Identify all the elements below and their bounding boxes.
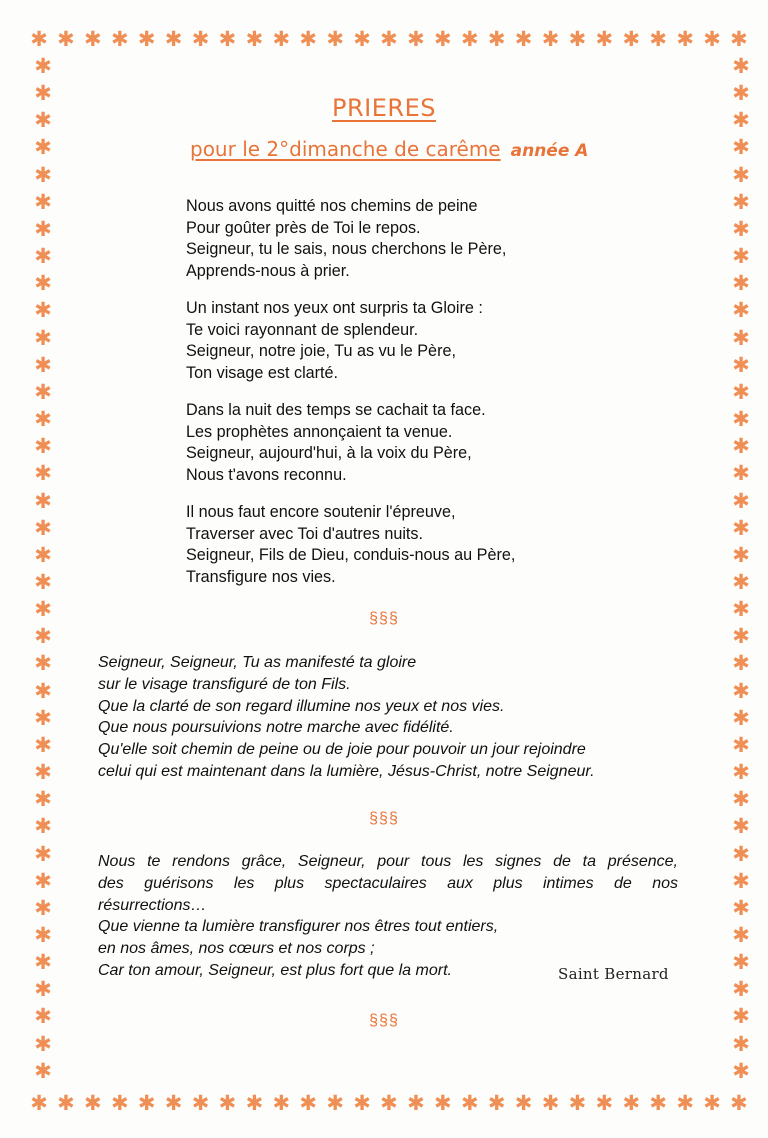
border-star-icon: ✱ (732, 542, 750, 567)
border-star-icon: ✱ (568, 26, 587, 51)
border-star-icon: ✱ (732, 515, 750, 540)
border-star-icon: ✱ (326, 26, 344, 51)
border-star-icon: ✱ (732, 407, 750, 432)
border-star-icon: ✱ (34, 81, 52, 106)
prayer-line: Que vienne ta lumière transfigurer nos êtres tout entiers, (98, 918, 499, 936)
border-star-icon: ✱ (649, 1090, 667, 1115)
border-star-icon: ✱ (34, 515, 52, 540)
border-star-icon: ✱ (732, 352, 750, 377)
border-star-icon: ✱ (326, 1090, 344, 1115)
prayer-1 (98, 652, 678, 783)
prayer-line: Car ton amour, Seigneur, est plus fort que la mort. (98, 961, 452, 979)
border-star-icon: ✱ (732, 977, 750, 1002)
signature: Saint Bernard (558, 965, 669, 983)
poem (186, 196, 626, 604)
border-star-icon: ✱ (34, 868, 52, 893)
border-star-icon: ✱ (191, 1090, 210, 1115)
border-star-icon: ✱ (732, 597, 750, 622)
border-star-icon: ✱ (703, 26, 721, 51)
border-star-icon: ✱ (34, 189, 52, 214)
border-star-icon: ✱ (732, 216, 750, 241)
border-star-icon: ✱ (57, 1090, 75, 1115)
border-star-icon: ✱ (732, 787, 750, 812)
border-star-icon: ✱ (34, 923, 52, 947)
border-star-icon: ✱ (732, 488, 750, 513)
border-star-icon: ✱ (730, 1090, 748, 1115)
border-star-icon: ✱ (34, 54, 52, 78)
border-star-icon: ✱ (218, 1090, 237, 1115)
border-star-icon: ✱ (434, 1090, 452, 1115)
border-star-icon: ✱ (34, 1058, 52, 1083)
border-star-icon: ✱ (732, 379, 750, 404)
border-star-icon: ✱ (732, 189, 750, 214)
border-star-icon: ✱ (34, 488, 52, 513)
poem-line: Apprends-nous à prier. (186, 261, 350, 280)
border-star-icon: ✱ (595, 1090, 614, 1115)
border-star-icon: ✱ (732, 271, 750, 296)
border-star-icon: ✱ (622, 1090, 641, 1115)
border-star-icon: ✱ (380, 1090, 398, 1115)
prayer-line: en nos âmes, nos cœurs et nos corps ; (98, 940, 375, 958)
border-star-icon: ✱ (732, 841, 750, 866)
border-star-icon: ✱ (34, 461, 52, 486)
border-star-icon: ✱ (34, 434, 52, 459)
border-star-icon: ✱ (434, 26, 452, 51)
border-star-icon: ✱ (34, 597, 52, 622)
border-star-icon: ✱ (732, 54, 750, 78)
border-star-icon: ✱ (245, 26, 264, 51)
border-star-icon: ✱ (622, 26, 641, 51)
prayer-line: Que nous poursuivions notre marche avec fidélité. (98, 719, 454, 737)
border-star-icon: ✱ (34, 162, 52, 187)
section-separator: §§§ (369, 810, 399, 827)
border-star-icon: ✱ (732, 135, 750, 160)
border-star-icon: ✱ (732, 81, 750, 106)
border-star-icon: ✱ (676, 1090, 694, 1115)
border-star-icon: ✱ (460, 26, 479, 51)
border-star-icon: ✱ (732, 678, 750, 703)
poem-line: Nous t'avons reconnu. (186, 465, 347, 484)
prayer-line: sur le visage transfiguré de ton Fils. (98, 675, 351, 693)
border-star-icon: ✱ (34, 542, 52, 567)
stanza (186, 502, 626, 588)
poem-line: Seigneur, aujourd'hui, à la voix du Père, (186, 444, 472, 462)
prayer-line: résurrections… (98, 896, 207, 914)
border-star-icon: ✱ (34, 108, 52, 133)
border-star-icon: ✱ (732, 162, 750, 187)
border-star-icon: ✱ (732, 732, 750, 757)
border-star-icon: ✱ (514, 26, 533, 51)
border-star-icon: ✱ (57, 26, 75, 51)
border-star-icon: ✱ (732, 325, 750, 350)
border-star-icon: ✱ (34, 352, 52, 377)
border-star-icon: ✱ (84, 1090, 102, 1115)
border-star-icon: ✱ (732, 298, 750, 323)
border-star-icon: ✱ (353, 26, 371, 51)
border-star-icon: ✱ (353, 1090, 371, 1115)
border-star-icon: ✱ (732, 569, 750, 594)
border-star-icon: ✱ (732, 108, 750, 133)
prayer-line: celui qui est maintenant dans la lumière, Jésus-Christ, notre Seigneur. (98, 762, 595, 780)
poem-line: Les prophètes annonçaient ta venue. (186, 422, 453, 441)
border-star-icon: ✱ (732, 461, 750, 486)
border-star-icon: ✱ (34, 1031, 52, 1056)
border-star-icon: ✱ (649, 26, 667, 51)
border-star-icon: ✱ (732, 895, 750, 920)
border-star-icon: ✱ (191, 26, 210, 51)
border-star-icon: ✱ (34, 244, 52, 269)
border-star-icon: ✱ (732, 1031, 750, 1056)
border-star-icon: ✱ (676, 26, 694, 51)
border-star-icon: ✱ (34, 732, 52, 757)
border-star-icon: ✱ (34, 895, 52, 920)
prayer-2 (98, 851, 678, 982)
border-star-icon: ✱ (218, 26, 237, 51)
section-separator: §§§ (369, 1012, 399, 1029)
border-star-icon: ✱ (34, 216, 52, 241)
poem-line: Te voici rayonnant de splendeur. (186, 320, 419, 339)
border-star-icon: ✱ (34, 325, 52, 350)
border-star-icon: ✱ (34, 760, 52, 785)
border-star-icon: ✱ (380, 26, 398, 51)
border-star-icon: ✱ (732, 434, 750, 459)
border-star-icon: ✱ (703, 1090, 721, 1115)
border-star-icon: ✱ (568, 1090, 587, 1115)
border-star-icon: ✱ (34, 977, 52, 1002)
subtitle-text: pour le 2°dimanche de carême (190, 137, 501, 161)
border-star-icon: ✱ (460, 1090, 479, 1115)
border-star-icon: ✱ (487, 1090, 506, 1115)
border-star-icon: ✱ (272, 26, 291, 51)
border-star-icon: ✱ (595, 26, 614, 51)
border-star-icon: ✱ (34, 678, 52, 703)
stanza (186, 196, 626, 282)
page-title: PRIERES (332, 94, 436, 122)
border-star-icon: ✱ (34, 298, 52, 323)
prayer-line: Que la clarté de son regard illumine nos yeux et nos vies. (98, 697, 505, 715)
border-star-icon: ✱ (732, 868, 750, 893)
poem-line: Pour goûter près de Toi le repos. (186, 218, 421, 237)
border-bottom (28, 1088, 750, 1118)
border-star-icon: ✱ (137, 1090, 156, 1115)
poem-line: Nous avons quitté nos chemins de peine (186, 197, 478, 215)
border-star-icon: ✱ (34, 407, 52, 432)
prayer-line: Seigneur, Seigneur, Tu as manifesté ta gloire (98, 654, 417, 671)
border-star-icon: ✱ (34, 787, 52, 812)
poem-line: Seigneur, tu le sais, nous cherchons le Père, (186, 240, 507, 258)
border-star-icon: ✱ (732, 651, 750, 676)
border-star-icon: ✱ (732, 760, 750, 785)
border-star-icon: ✱ (34, 705, 52, 730)
poem-line: Dans la nuit des temps se cachait ta face. (186, 401, 486, 419)
border-star-icon: ✱ (34, 814, 52, 839)
border-star-icon: ✱ (137, 26, 156, 51)
border-right (726, 56, 756, 1082)
border-star-icon: ✱ (34, 379, 52, 404)
border-star-icon: ✱ (272, 1090, 291, 1115)
section-separator: §§§ (369, 610, 399, 627)
border-star-icon: ✱ (541, 26, 560, 51)
border-star-icon: ✱ (34, 135, 52, 160)
border-star-icon: ✱ (110, 1090, 129, 1115)
border-star-icon: ✱ (732, 1004, 750, 1029)
border-star-icon: ✱ (34, 651, 52, 676)
border-star-icon: ✱ (732, 814, 750, 839)
border-star-icon: ✱ (34, 569, 52, 594)
page-subtitle (190, 137, 588, 161)
border-star-icon: ✱ (407, 26, 425, 51)
border-star-icon: ✱ (164, 1090, 183, 1115)
border-star-icon: ✱ (541, 1090, 560, 1115)
stanza (186, 298, 626, 384)
border-star-icon: ✱ (110, 26, 129, 51)
border-star-icon: ✱ (407, 1090, 425, 1115)
poem-line: Ton visage est clarté. (186, 363, 339, 382)
poem-line: Transfigure nos vies. (186, 567, 336, 586)
border-star-icon: ✱ (732, 244, 750, 269)
border-star-icon: ✱ (487, 26, 506, 51)
border-star-icon: ✱ (299, 26, 318, 51)
border-top (28, 24, 750, 54)
poem-line: Seigneur, notre joie, Tu as vu le Père, (186, 342, 456, 360)
border-star-icon: ✱ (84, 26, 102, 51)
border-star-icon: ✱ (30, 1090, 48, 1115)
border-star-icon: ✱ (732, 624, 750, 649)
poem-line: Un instant nos yeux ont surpris ta Gloire : (186, 299, 483, 317)
prayer-line: Nous te rendons grâce, Seigneur, pour tous les signes de ta présence, (98, 853, 678, 870)
border-left (28, 56, 58, 1082)
border-star-icon: ✱ (34, 271, 52, 296)
border-star-icon: ✱ (732, 923, 750, 947)
year-label: année A (510, 141, 589, 161)
border-star-icon: ✱ (299, 1090, 318, 1115)
poem-line: Il nous faut encore soutenir l'épreuve, (186, 503, 456, 521)
border-star-icon: ✱ (514, 1090, 533, 1115)
poem-line: Traverser avec Toi d'autres nuits. (186, 524, 424, 543)
border-star-icon: ✱ (732, 1058, 750, 1083)
prayer-line: Qu'elle soit chemin de peine ou de joie pour pouvoir un jour rejoindre (98, 741, 586, 759)
border-star-icon: ✱ (245, 1090, 264, 1115)
border-star-icon: ✱ (164, 26, 183, 51)
border-star-icon: ✱ (34, 950, 52, 975)
border-star-icon: ✱ (30, 26, 48, 51)
border-star-icon: ✱ (730, 26, 748, 51)
stanza (186, 400, 626, 486)
border-star-icon: ✱ (732, 705, 750, 730)
prayer-line: des guérisons les plus spectaculaires aux plus intimes de nos (98, 874, 678, 892)
border-star-icon: ✱ (732, 950, 750, 975)
border-star-icon: ✱ (34, 841, 52, 866)
border-star-icon: ✱ (34, 624, 52, 649)
border-star-icon: ✱ (34, 1004, 52, 1029)
poem-line: Seigneur, Fils de Dieu, conduis-nous au Père, (186, 546, 516, 564)
